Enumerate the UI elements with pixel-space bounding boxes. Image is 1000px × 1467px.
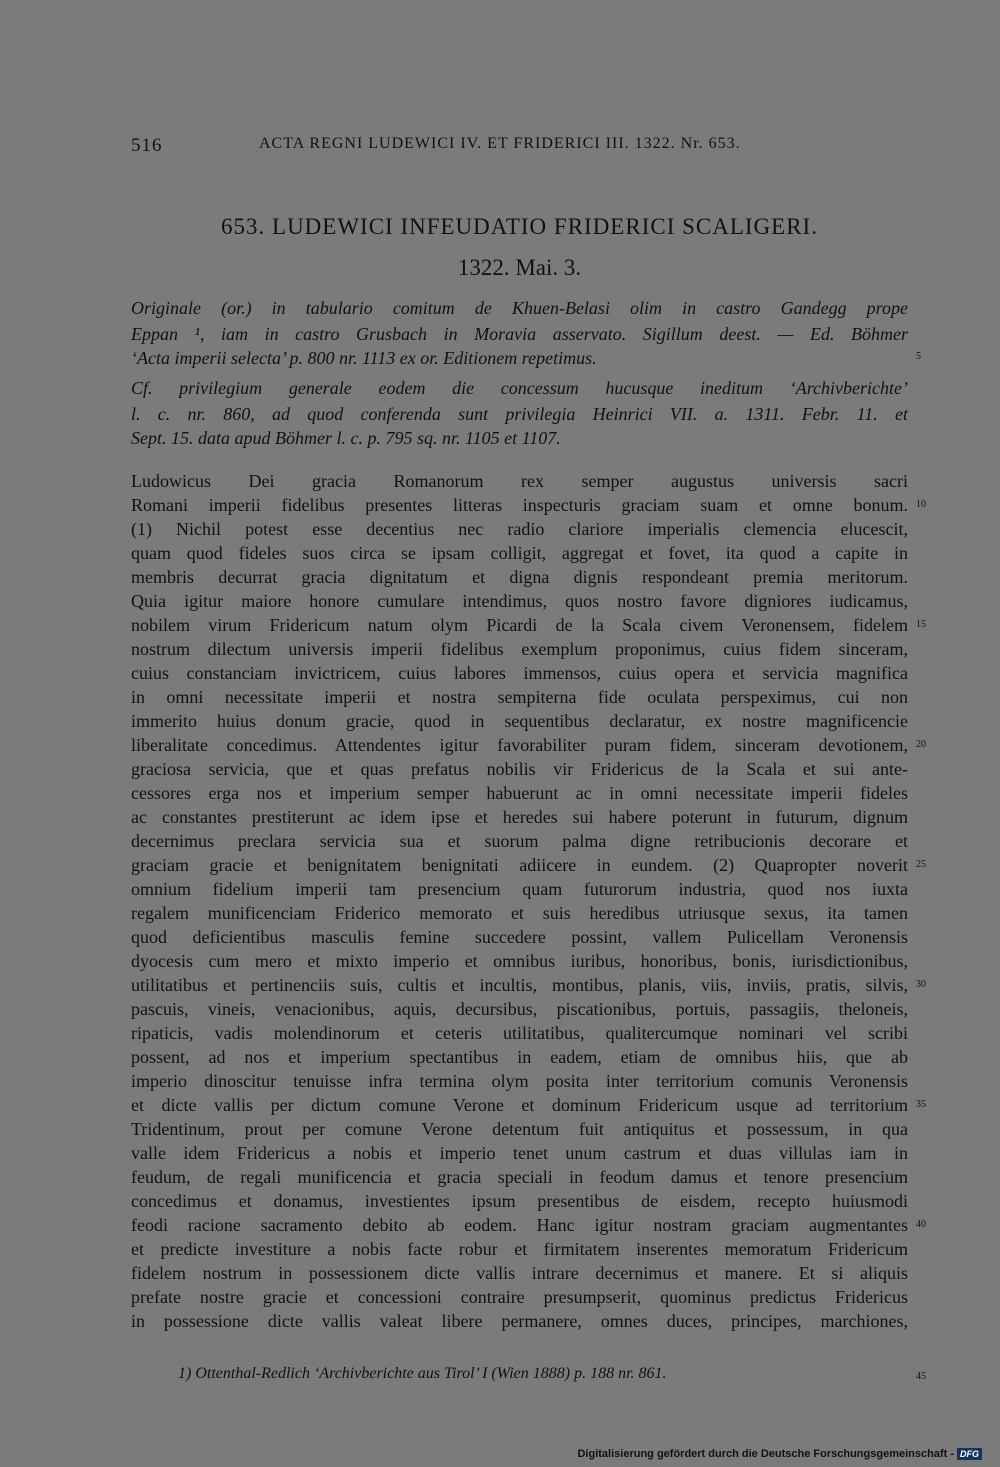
body-line: omnium fidelium imperii tam presencium quam futurorum industria, quod nos iuxta	[131, 879, 908, 899]
body-line: immerito huius donum gracie, quod in sequentibus declaratur, ex nostre magnificencie	[131, 711, 908, 731]
line-number: 25	[916, 859, 926, 870]
body-line: nobilem virum Fridericum natum olym Picardi de la Scala civem Veronensem, fidelem	[131, 615, 908, 635]
body-line: feudum, de regali munificencia et gracia speciali in feodum damus et tenore presencium	[131, 1167, 908, 1187]
body-line: pascuis, vineis, venacionibus, aquis, decursibus, piscationibus, portuis, passagiis, theloneis,	[131, 999, 908, 1019]
body-line: in possessione dicte vallis valeat libere permanere, omnes duces, principes, marchiones,	[131, 1311, 908, 1331]
line-number: 5	[916, 351, 921, 362]
body-line: valle idem Fridericus a nobis et imperio tenet unum castrum et duas villulas iam in	[131, 1143, 908, 1163]
body-line: (1) Nichil potest esse decentius nec radio clariore imperialis clemencia elucescit,	[131, 519, 908, 539]
dfg-logo: DFG	[957, 1448, 982, 1460]
body-line: Ludowicus Dei gracia Romanorum rex semper augustus universis sacri	[131, 471, 908, 491]
body-line: cessores erga nos et imperium semper habuerunt ac in omni necessitate imperii fideles	[131, 783, 908, 803]
body-line: graciosa servicia, que et quas prefatus nobilis vir Fridericus de la Scala et sui ante-	[131, 759, 908, 779]
body-line: quod deficientibus masculis femine succedere possint, vallem Pulicellam Veronensis	[131, 927, 908, 947]
body-line: Romani imperii fidelibus presentes litteras inspecturis graciam suam et omne bonum.	[131, 495, 908, 515]
line-number: 45	[916, 1371, 926, 1382]
page-number: 516	[131, 135, 163, 156]
body-line: ac constantes prestiterunt ac idem ipse et heredes sui habere poterunt in futurum, dignum	[131, 807, 908, 827]
apparatus-line: Eppan ¹, iam in castro Grusbach in Moravia asservato. Sigillum deest. — Ed. Böhmer	[131, 324, 908, 344]
line-number: 15	[916, 619, 926, 630]
body-line: graciam gracie et benignitatem benignitati adiicere in eundem. (2) Quapropter noverit	[131, 855, 908, 875]
body-line: quam quod fideles suos circa se ipsam colligit, aggregat et fovet, ita quod a capite in	[131, 543, 908, 563]
body-line: concedimus et donamus, investientes ipsum presentibus de eisdem, recepto huiusmodi	[131, 1191, 908, 1211]
line-number: 20	[916, 739, 926, 750]
body-line: imperio dinoscitur tenuisse infra termina olym posita inter territorium comunis Veronensis	[131, 1071, 908, 1091]
body-line: utilitatibus et pertinenciis suis, cultis et incultis, montibus, planis, viis, inviis, pratis, silvis,	[131, 975, 908, 995]
credit-text: Digitalisierung gefördert durch die Deutsche Forschungsgemeinschaft -	[577, 1448, 954, 1460]
apparatus-line: Sept. 15. data apud Böhmer l. c. p. 795 sq. nr. 1105 et 1107.	[131, 428, 561, 448]
body-line: possent, ad nos et imperium spectantibus in eadem, etiam de omnibus hiis, que ab	[131, 1047, 908, 1067]
document-date: 1322. Mai. 3.	[457, 255, 582, 280]
body-line: dyocesis cum mero et mixto imperio et omnibus iuribus, honoribus, bonis, iurisdictionibus,	[131, 951, 908, 971]
body-line: fidelem nostrum in possessionem dicte vallis intrare decernimus et manere. Et si aliquis	[131, 1263, 908, 1283]
body-line: nostrum dilectum universis imperii fidelibus exemplum proponimus, cuius fidem sinceram,	[131, 639, 908, 659]
line-number: 40	[916, 1219, 926, 1230]
body-line: membris decurrat gracia dignitatum et digna dignis respondeant premia meritorum.	[131, 567, 908, 587]
body-line: in omni necessitate imperii et nostra sempiterna fide oculata perspeximus, cui non	[131, 687, 908, 707]
body-line: liberalitate concedimus. Attendentes igitur favorabiliter puram fidem, sinceram devotionem,	[131, 735, 908, 755]
apparatus-line: ‘Acta imperii selecta’ p. 800 nr. 1113 ex or. Editionem repetimus.	[131, 348, 597, 368]
line-number: 10	[916, 499, 926, 510]
digitization-credit	[577, 1448, 982, 1460]
document-title: 653. LUDEWICI INFEUDATIO FRIDERICI SCALIGERI.	[221, 214, 818, 239]
body-line: cuius constanciam invictricem, cuius labores immensos, cuius opera et servicia magnifica	[131, 663, 908, 683]
page-header	[131, 135, 908, 159]
apparatus-line: Cf. privilegium generale eodem die concessum hucusque ineditum ‘Archivberichte’	[131, 378, 908, 398]
body-line: et dicte vallis per dictum comune Verone et dominum Fridericum usque ad territorium	[131, 1095, 908, 1115]
body-line: ripaticis, vadis molendinorum et ceteris utilitatibus, qualitercumque nominari vel scribi	[131, 1023, 908, 1043]
body-line: Quia igitur maiore honore cumulare intendimus, quos nostro favore digniores iudicamus,	[131, 591, 908, 611]
body-line: et predicte investiture a nobis facte robur et firmitatem inserentes memoratum Fridericum	[131, 1239, 908, 1259]
line-number: 30	[916, 979, 926, 990]
apparatus-line: l. c. nr. 860, ad quod conferenda sunt privilegia Heinrici VII. a. 1311. Febr. 11. et	[131, 404, 908, 424]
apparatus-line: Originale (or.) in tabulario comitum de Khuen-Belasi olim in castro Gandegg prope	[131, 298, 908, 318]
footnote: 1) Ottenthal-Redlich ‘Archivberichte aus Tirol’ I (Wien 1888) p. 188 nr. 861.	[178, 1365, 667, 1382]
body-line: regalem munificenciam Friderico memorato et suis heredibus utriusque sexus, ita tamen	[131, 903, 908, 923]
line-number: 35	[916, 1099, 926, 1110]
body-line: feodi racione sacramento debito ab eodem. Hanc igitur nostram graciam augmentantes	[131, 1215, 908, 1235]
body-line: prefate nostre gracie et concessioni contraire presumpserit, quominus predictus Fridericus	[131, 1287, 908, 1307]
body-line: Tridentinum, prout per comune Verone detentum fuit antiquitus et possessum, in qua	[131, 1119, 908, 1139]
body-line: decernimus preclara servicia sua et suorum palma digne retribucionis decorare et	[131, 831, 908, 851]
running-head: ACTA REGNI LUDEWICI IV. ET FRIDERICI III. 1322. Nr. 653.	[259, 135, 741, 152]
